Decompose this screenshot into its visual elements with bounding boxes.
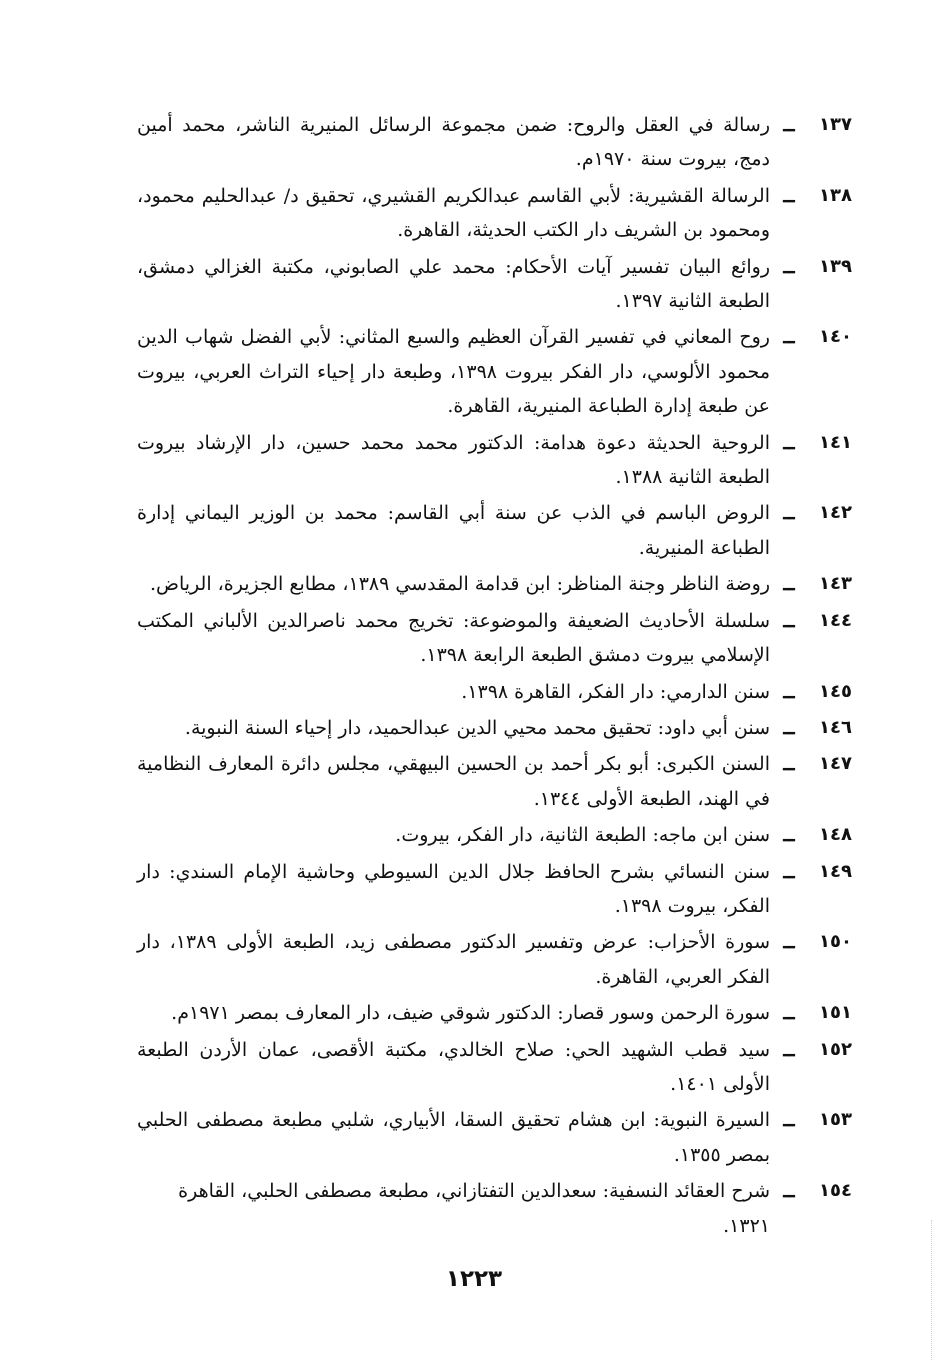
entry-number: ١٣٩ bbox=[819, 255, 852, 277]
bibliography-entry bbox=[137, 108, 852, 177]
entry-dash: ــ bbox=[783, 931, 795, 954]
entry-dash: ــ bbox=[783, 680, 795, 703]
entry-text: سلسلة الأحاديث الضعيفة والموضوعة: تخريج محمد ناصرالدين الألباني المكتب الإسلامي بيروت دمشق الطبعة الرابعة ١٣٩٨. bbox=[137, 609, 770, 667]
entry-number: ١٤٤ bbox=[819, 609, 852, 631]
entry-dash: ــ bbox=[783, 1038, 795, 1061]
entry-number: ١٤٣ bbox=[819, 573, 852, 595]
bibliography-entry bbox=[137, 567, 852, 601]
entry-text: سيد قطب الشهيد الحي: صلاح الخالدي، مكتبة الأقصى، عمان الأردن الطبعة الأولى ١٤٠١. bbox=[137, 1038, 770, 1095]
entry-text: رسالة في العقل والروح: ضمن مجموعة الرسائل المنيرية الناشر، محمد أمين دمج، بيروت سنة ١٩٧٠م. bbox=[137, 114, 770, 171]
bibliography-entry bbox=[137, 496, 852, 565]
entry-number: ١٤١ bbox=[819, 431, 852, 453]
entry-dash: ــ bbox=[783, 326, 795, 349]
entry-dash: ــ bbox=[783, 1002, 795, 1025]
bibliography-entry bbox=[137, 604, 852, 673]
entry-text: الرسالة القشيرية: لأبي القاسم عبدالكريم القشيري، تحقيق د/ عبدالحليم محمود، ومحمود بن الشريف دار الكتب الحديثة، القاهرة. bbox=[137, 184, 770, 242]
entry-dash: ــ bbox=[783, 255, 795, 278]
bibliography-entry bbox=[137, 996, 852, 1030]
entry-dash: ــ bbox=[783, 824, 795, 847]
entry-text: روائع البيان تفسير آيات الأحكام: محمد علي الصابوني، مكتبة الغزالي دمشق، الطبعة الثانية ١٣٩٧. bbox=[137, 255, 770, 313]
entry-text: سورة الأحزاب: عرض وتفسير الدكتور مصطفى زيد، الطبعة الأولى ١٣٨٩، دار الفكر العربي، القاهرة. bbox=[137, 931, 771, 988]
entry-dash: ــ bbox=[783, 1109, 795, 1132]
entry-text: سنن أبي داود: تحقيق محمد محيي الدين عبدالحميد، دار إحياء السنة النبوية. bbox=[184, 716, 770, 739]
entry-number: ١٥٢ bbox=[819, 1038, 852, 1060]
scan-edge-dots bbox=[929, 1220, 932, 1360]
entry-text: روضة الناظر وجنة المناظر: ابن قدامة المقدسي ١٣٨٩، مطابع الجزيرة، الرياض. bbox=[149, 573, 770, 596]
entry-number: ١٤٥ bbox=[819, 680, 852, 702]
entry-dash: ــ bbox=[783, 716, 795, 739]
entry-number: ١٤٧ bbox=[819, 753, 852, 775]
entry-number: ١٥١ bbox=[819, 1002, 852, 1024]
entry-number: ١٤٨ bbox=[819, 824, 852, 846]
entry-text: سنن النسائي بشرح الحافظ جلال الدين السيوطي وحاشية الإمام السندي: دار الفكر، بيروت ١٣٩٨. bbox=[137, 860, 770, 917]
entry-text: سنن الدارمي: دار الفكر، القاهرة ١٣٩٨. bbox=[461, 680, 770, 703]
bibliography-entry bbox=[137, 747, 852, 816]
bibliography-entry bbox=[137, 711, 852, 745]
entry-number: ١٤٦ bbox=[819, 716, 852, 738]
entry-number: ١٣٧ bbox=[819, 114, 852, 135]
entry-number: ١٥٣ bbox=[819, 1109, 852, 1131]
entry-number: ١٥٤ bbox=[819, 1180, 852, 1202]
entry-dash: ــ bbox=[783, 753, 795, 776]
entry-dash: ــ bbox=[783, 860, 795, 883]
bibliography-entry bbox=[137, 1103, 852, 1172]
bibliography-entry bbox=[137, 818, 852, 852]
entry-number: ١٤٠ bbox=[819, 326, 852, 348]
entry-text: سورة الرحمن وسور قصار: الدكتور شوقي ضيف، دار المعارف بمصر ١٩٧١م. bbox=[171, 1002, 770, 1025]
bibliography-entry bbox=[137, 1174, 852, 1243]
bibliography-entry bbox=[137, 925, 852, 994]
entry-text: الروحية الحديثة دعوة هدامة: الدكتور محمد محمد حسين، دار الإرشاد بيروت الطبعة الثانية ١٣٨٨. bbox=[137, 431, 770, 489]
entry-text: روح المعاني في تفسير القرآن العظيم والسبع المثاني: لأبي الفضل شهاب الدين محمود الألوسي، دار الفكر بيروت ١٣٩٨، وطبعة دار إحياء التراث العربي، بيروت عن طبعة إدارة الطباعة المنيرية، القاهرة. bbox=[137, 326, 770, 418]
entry-dash: ــ bbox=[783, 114, 795, 136]
entry-number: ١٣٨ bbox=[819, 184, 852, 206]
entry-dash: ــ bbox=[783, 1180, 795, 1203]
entry-dash: ــ bbox=[783, 609, 795, 632]
bibliography-entry bbox=[137, 426, 852, 495]
bibliography-entry bbox=[137, 320, 852, 423]
entry-text: شرح العقائد النسفية: سعدالدين التفتازاني، مطبعة مصطفى الحلبي، القاهرة ١٣٢١. bbox=[178, 1180, 770, 1237]
bibliography-list bbox=[137, 108, 852, 1245]
bibliography-entry bbox=[137, 1033, 852, 1102]
bibliography-entry bbox=[137, 179, 852, 248]
entry-text: سنن ابن ماجه: الطبعة الثانية، دار الفكر، بيروت. bbox=[395, 824, 770, 847]
entry-dash: ــ bbox=[783, 184, 795, 207]
entry-text: السنن الكبرى: أبو بكر أحمد بن الحسين البيهقي، مجلس دائرة المعارف النظامية في الهند، الطبعة الأولى ١٣٤٤. bbox=[137, 753, 770, 810]
entry-number: ١٤٩ bbox=[819, 860, 852, 882]
entry-text: السيرة النبوية: ابن هشام تحقيق السقا، الأبياري، شلبي مطبعة مصطفى الحلبي بمصر ١٣٥٥. bbox=[137, 1109, 770, 1166]
bibliography-entry bbox=[137, 675, 852, 709]
bibliography-entry bbox=[137, 250, 852, 319]
entry-dash: ــ bbox=[783, 573, 795, 596]
entry-text: الروض الباسم في الذب عن سنة أبي القاسم: محمد بن الوزير اليماني إدارة الطباعة المنيرية. bbox=[137, 502, 770, 559]
entry-number: ١٥٠ bbox=[819, 931, 852, 953]
entry-number: ١٤٢ bbox=[819, 502, 852, 524]
entry-dash: ــ bbox=[783, 502, 795, 525]
entry-dash: ــ bbox=[783, 431, 795, 454]
page-number: ١٢٢٣ bbox=[445, 1266, 503, 1292]
bibliography-entry bbox=[137, 855, 852, 924]
